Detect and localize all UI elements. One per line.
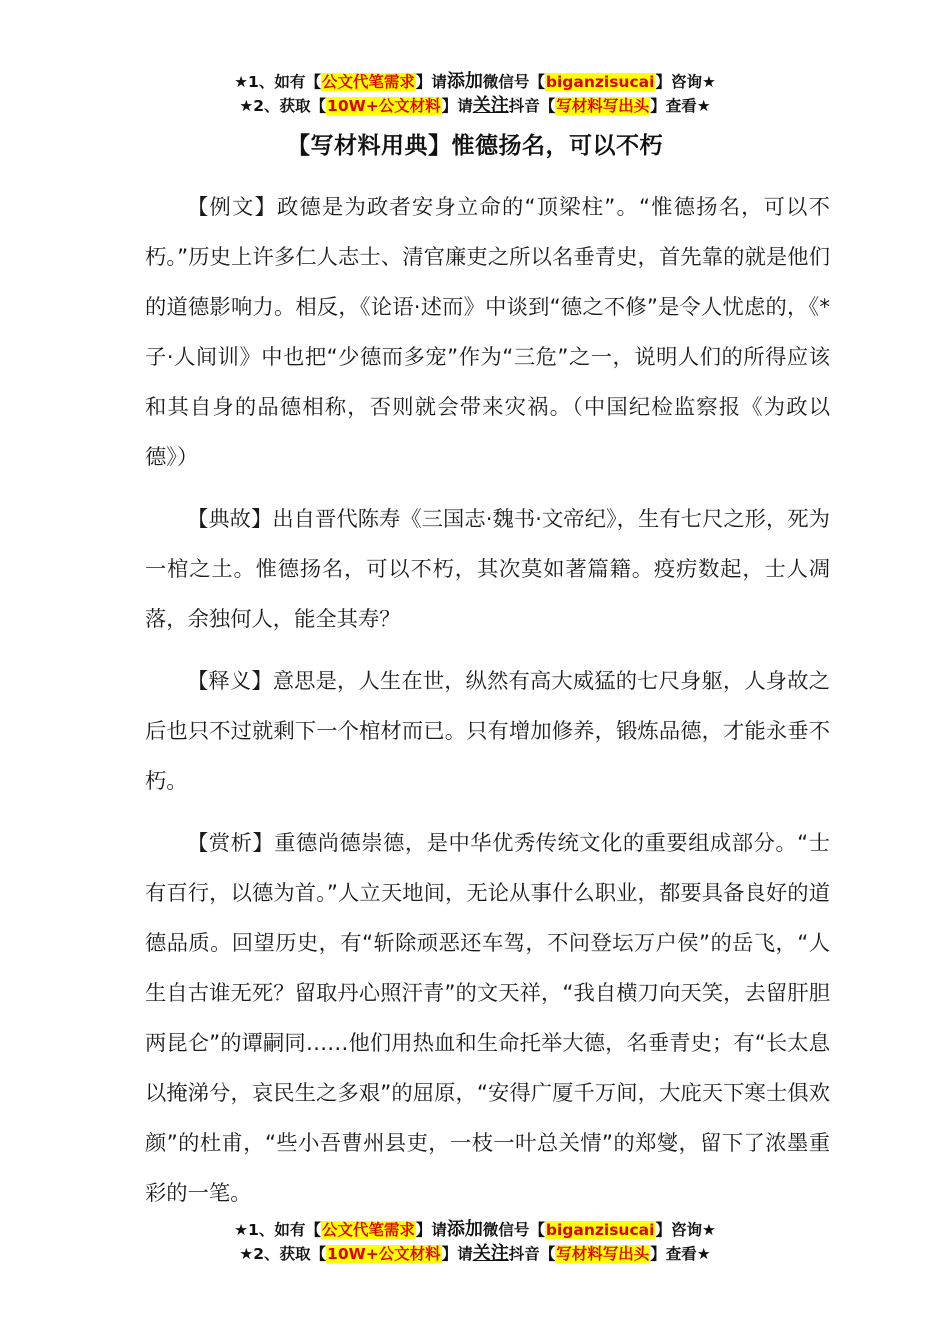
document-title: 【写材料用典】惟德扬名，可以不朽 — [287, 133, 663, 159]
top-promo-banner — [0, 70, 950, 118]
promo-text: ★1、如有【 — [234, 1221, 321, 1239]
promo-line-1 — [0, 1218, 950, 1242]
douyin-id-highlight: 写材料写出头 — [556, 1245, 650, 1263]
promo-text: 】请 — [415, 73, 447, 91]
promo-line-1 — [0, 70, 950, 94]
wechat-id-highlight: biganzisucai — [545, 1221, 655, 1239]
promo-highlight: 公文代笔需求 — [321, 73, 415, 91]
promo-text: 】查看★ — [650, 1245, 711, 1263]
section-tag: 【赏析】 — [187, 831, 275, 856]
promo-text: 】咨询★ — [655, 73, 716, 91]
promo-highlight: 公文代笔需求 — [321, 1221, 415, 1239]
promo-emphasis: 添加 — [446, 71, 483, 92]
promo-line-2 — [0, 1242, 950, 1266]
section-allusion — [145, 495, 830, 645]
section-text: 重德尚德崇德，是中华优秀传统文化的重要组成部分。“士有百行，以德为首。”人立天地间，无论从事什么职业，都要具备良好的道德品质。回望历史，有“斩除顽恶还车驾，不问登坛万户侯”的岳飞，“人生自古谁无死？留取丹心照汗青”的文天祥，“我自横刀向天笑，去留肝胆两昆仑”的谭嗣同……他们用热血和生命托举大德，名垂青史；有“长太息以掩涕兮，哀民生之多艰”的屈原，“安得广厦千万间，大庇天下寒士俱欢颜”的杜甫，“些小吾曹州县吏，一枝一叶总关情”的郑燮，留下了浓墨重彩的一笔。 — [145, 831, 830, 1206]
section-example — [145, 183, 830, 483]
document-body — [145, 183, 830, 1231]
wechat-id-highlight: biganzisucai — [545, 73, 655, 91]
promo-text: ★2、获取【 — [239, 97, 327, 115]
promo-text: 】请 — [441, 1245, 473, 1263]
promo-highlight: 10W+公文材料 — [327, 1245, 441, 1263]
promo-text: 抖音【 — [508, 97, 556, 115]
section-tag: 【例文】 — [187, 195, 277, 220]
promo-text: ★2、获取【 — [239, 1245, 327, 1263]
section-tag: 【释义】 — [187, 669, 273, 694]
promo-text: 】请 — [415, 1221, 447, 1239]
promo-text: 微信号【 — [482, 73, 545, 91]
bottom-promo-banner — [0, 1218, 950, 1266]
promo-text: 微信号【 — [482, 1221, 545, 1239]
promo-text: 】咨询★ — [655, 1221, 716, 1239]
promo-emphasis: 添加 — [446, 1219, 483, 1240]
section-text: 意思是，人生在世，纵然有高大威猛的七尺身躯，人身故之后也只不过就剩下一个棺材而已。只有增加修养，锻炼品德，才能永垂不朽。 — [145, 669, 830, 794]
section-tag: 【典故】 — [187, 507, 273, 532]
section-text: 政德是为政者安身立命的“顶梁柱”。“惟德扬名，可以不朽。”历史上许多仁人志士、清官廉吏之所以名垂青史，首先靠的就是他们的道德影响力。相反，《论语·述而》中谈到“德之不修”是令人忧虑的，《*子·人间训》中也把“少德而多宠”作为“三危”之一，说明人们的所得应该和其自身的品德相称，否则就会带来灾祸。（中国纪检监察报《为政以德》） — [145, 195, 830, 470]
section-meaning — [145, 657, 830, 807]
promo-text: 抖音【 — [508, 1245, 556, 1263]
promo-emphasis: 关注 — [472, 1243, 509, 1264]
promo-text: 】查看★ — [650, 97, 711, 115]
promo-text: 】请 — [441, 97, 473, 115]
section-appreciation — [145, 819, 830, 1219]
section-text: 出自晋代陈寿《三国志·魏书·文帝纪》，生有七尺之形，死为一棺之土。惟德扬名，可以不朽，其次莫如著篇籍。疫疠数起，士人凋落，余独何人，能全其寿？ — [145, 507, 830, 632]
douyin-id-highlight: 写材料写出头 — [556, 97, 650, 115]
promo-text: ★1、如有【 — [234, 73, 321, 91]
promo-emphasis: 关注 — [472, 95, 509, 116]
promo-line-2 — [0, 94, 950, 118]
promo-highlight: 10W+公文材料 — [327, 97, 441, 115]
